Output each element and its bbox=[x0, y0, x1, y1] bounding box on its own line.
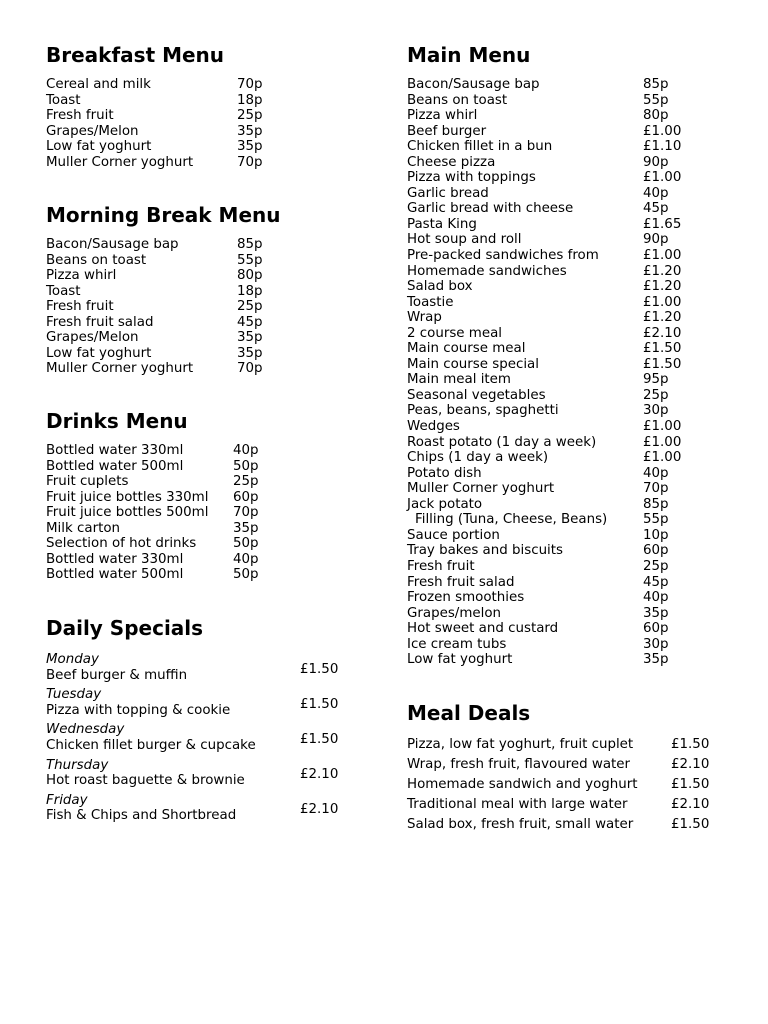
menu-item-price: 40p bbox=[233, 443, 259, 458]
menu-item-price: 50p bbox=[233, 567, 259, 583]
menu-item-name: Bacon/Sausage bap bbox=[407, 77, 540, 92]
menu-item-price: 25p bbox=[233, 474, 259, 490]
menu-item-name: Toast bbox=[46, 283, 81, 299]
breakfast-menu-heading: Breakfast Menu bbox=[46, 43, 225, 67]
menu-item-price: £1.65 bbox=[643, 216, 682, 232]
meal-deal-price: £1.50 bbox=[671, 777, 710, 792]
menu-item-price: 50p bbox=[233, 536, 259, 552]
menu-item-price: 35p bbox=[237, 123, 263, 139]
menu-item-price: 18p bbox=[237, 283, 263, 299]
special-name: Pizza with topping & cookie bbox=[46, 702, 231, 718]
meal-deal-price: £1.50 bbox=[671, 737, 710, 752]
menu-item-name: Muller Corner yoghurt bbox=[46, 361, 194, 377]
menu-item-price: £1.20 bbox=[643, 310, 682, 326]
special-day: Friday bbox=[46, 792, 88, 808]
morning-break-menu-section bbox=[46, 203, 281, 377]
menu-item-price: 70p bbox=[237, 77, 263, 92]
menu-item-name: Low fat yoghurt bbox=[46, 345, 152, 361]
menu-item-price: 70p bbox=[643, 481, 669, 497]
menu-item-price: 85p bbox=[643, 77, 669, 92]
special-day: Wednesday bbox=[46, 722, 125, 738]
main-menu-heading: Main Menu bbox=[407, 43, 531, 67]
menu-item-name: Garlic bread bbox=[407, 185, 489, 201]
menu-item-name: Peas, beans, spaghetti bbox=[407, 403, 559, 419]
menu-item-name: Tray bakes and biscuits bbox=[407, 543, 563, 559]
menu-item-price: 40p bbox=[643, 590, 669, 606]
menu-item-name: 2 course meal bbox=[407, 325, 503, 341]
menu-item-name: Fruit juice bottles 500ml bbox=[46, 505, 209, 521]
menu-item-price: £1.00 bbox=[643, 170, 682, 186]
special-price: £2.10 bbox=[300, 802, 339, 818]
menu-item-name: Pizza whirl bbox=[407, 108, 478, 124]
menu-item-name: Grapes/Melon bbox=[46, 330, 139, 346]
menu-item-name: Hot sweet and custard bbox=[407, 621, 559, 637]
meal-deal-name: Traditional meal with large water bbox=[407, 797, 628, 812]
menu-item-name: Chicken fillet in a bun bbox=[407, 139, 553, 155]
menu-item-price: £1.50 bbox=[643, 341, 682, 357]
menu-item-name: Salad box bbox=[407, 279, 473, 295]
special-name: Hot roast baguette & brownie bbox=[46, 773, 245, 789]
menu-item-name: Fresh fruit salad bbox=[407, 574, 515, 590]
menu-item-name: Jack potato bbox=[407, 496, 483, 512]
menu-item-price: £1.00 bbox=[643, 248, 682, 264]
menu-item-price: 45p bbox=[643, 201, 669, 217]
menu-item-name: Roast potato (1 day a week) bbox=[407, 434, 597, 450]
menu-item-price: 35p bbox=[237, 139, 263, 155]
menu-item-name: Cereal and milk bbox=[46, 77, 151, 92]
menu-item-name: Milk carton bbox=[46, 520, 121, 536]
menu-item-price: £1.00 bbox=[643, 294, 682, 310]
menu-item-name: Filling (Tuna, Cheese, Beans) bbox=[415, 512, 608, 528]
menu-item-name: Pasta King bbox=[407, 216, 477, 232]
menu-item-price: 70p bbox=[233, 505, 259, 521]
menu-item-name: Muller Corner yoghurt bbox=[46, 154, 194, 170]
menu-item-name: Main meal item bbox=[407, 372, 511, 388]
menu-item-name: Wrap bbox=[407, 310, 442, 326]
menu-item-name: Wedges bbox=[407, 419, 460, 435]
daily-specials-section bbox=[46, 616, 339, 824]
menu-item-name: Hot soup and roll bbox=[407, 232, 522, 248]
menu-item-price: 25p bbox=[237, 108, 263, 124]
menu-item-name: Homemade sandwiches bbox=[407, 263, 567, 279]
menu-item-price: 35p bbox=[237, 330, 263, 346]
meal-deal-price: £2.10 bbox=[671, 797, 710, 812]
menu-item-price: 90p bbox=[643, 232, 669, 248]
drinks-menu-heading: Drinks Menu bbox=[46, 409, 188, 433]
menu-item-price: £1.10 bbox=[643, 139, 682, 155]
menu-item-price: 70p bbox=[237, 154, 263, 170]
menu-item-price: 60p bbox=[643, 621, 669, 637]
menu-item-name: Low fat yoghurt bbox=[46, 139, 152, 155]
menu-item-price: 35p bbox=[643, 652, 669, 668]
menu-item-name: Pizza with toppings bbox=[407, 170, 536, 186]
menu-item-price: 35p bbox=[237, 345, 263, 361]
menu-item-price: 60p bbox=[643, 543, 669, 559]
menu-item-name: Bacon/Sausage bap bbox=[46, 237, 179, 252]
menu-item-price: 40p bbox=[233, 551, 259, 567]
menu-item-price: 55p bbox=[643, 512, 669, 528]
menu-item-name: Chips (1 day a week) bbox=[407, 450, 549, 466]
menu-item-price: 85p bbox=[643, 496, 669, 512]
menu-item-price: 85p bbox=[237, 237, 263, 252]
meal-deal-name: Pizza, low fat yoghurt, fruit cuplet bbox=[407, 737, 634, 752]
menu-item-price: 30p bbox=[643, 636, 669, 652]
menu-item-name: Main course special bbox=[407, 356, 539, 372]
meal-deal-name: Wrap, fresh fruit, flavoured water bbox=[407, 757, 631, 772]
menu-item-price: 55p bbox=[643, 92, 669, 108]
menu-item-name: Grapes/Melon bbox=[46, 123, 139, 139]
menu-item-price: £2.10 bbox=[643, 325, 682, 341]
menu-item-price: 35p bbox=[643, 605, 669, 621]
menu-item-price: £1.00 bbox=[643, 123, 682, 139]
menu-item-name: Bottled water 500ml bbox=[46, 567, 184, 583]
menu-item-price: 60p bbox=[233, 489, 259, 505]
menu-item-name: Cheese pizza bbox=[407, 154, 496, 170]
menu-item-name: Selection of hot drinks bbox=[46, 536, 197, 552]
menu-item-name: Fresh fruit bbox=[407, 558, 475, 574]
special-name: Chicken fillet burger & cupcake bbox=[46, 737, 256, 753]
breakfast-menu-section bbox=[46, 43, 263, 170]
menu-item-name: Seasonal vegetables bbox=[407, 387, 546, 403]
menu-item-name: Fruit juice bottles 330ml bbox=[46, 489, 209, 505]
menu-item-name: Fresh fruit salad bbox=[46, 314, 154, 330]
menu-item-name: Beans on toast bbox=[407, 92, 508, 108]
special-price: £2.10 bbox=[300, 767, 339, 783]
menu-item-name: Bottled water 500ml bbox=[46, 458, 184, 474]
menu-item-price: 80p bbox=[237, 268, 263, 284]
menu-item-price: £1.20 bbox=[643, 263, 682, 279]
meal-deals-heading: Meal Deals bbox=[407, 701, 531, 725]
menu-item-name: Sauce portion bbox=[407, 527, 500, 543]
special-name: Fish & Chips and Shortbread bbox=[46, 808, 237, 824]
special-day: Thursday bbox=[46, 757, 109, 773]
menu-item-price: £1.50 bbox=[643, 356, 682, 372]
menu-item-name: Fresh fruit bbox=[46, 108, 114, 124]
menu-item-name: Beef burger bbox=[407, 123, 487, 139]
menu-item-name: Garlic bread with cheese bbox=[407, 201, 574, 217]
menu-item-price: £1.20 bbox=[643, 279, 682, 295]
meal-deal-price: £1.50 bbox=[671, 817, 710, 832]
menu-item-price: 50p bbox=[233, 458, 259, 474]
menu-item-price: 10p bbox=[643, 527, 669, 543]
drinks-menu-section bbox=[46, 409, 259, 583]
menu-item-price: 35p bbox=[233, 520, 259, 536]
menu-item-price: 80p bbox=[643, 108, 669, 124]
menu-item-name: Pizza whirl bbox=[46, 268, 117, 284]
menu-item-name: Low fat yoghurt bbox=[407, 652, 513, 668]
menu-item-price: 25p bbox=[643, 558, 669, 574]
menu-item-price: £1.00 bbox=[643, 450, 682, 466]
meal-deal-name: Salad box, fresh fruit, small water bbox=[407, 817, 634, 832]
menu-item-price: 25p bbox=[643, 387, 669, 403]
special-price: £1.50 bbox=[300, 731, 339, 747]
menu-item-name: Ice cream tubs bbox=[407, 636, 507, 652]
menu-item-name: Frozen smoothies bbox=[407, 590, 525, 606]
menu-item-price: 40p bbox=[643, 465, 669, 481]
menu-item-name: Toast bbox=[46, 92, 81, 108]
menu-item-name: Potato dish bbox=[407, 465, 482, 481]
menu-item-price: 30p bbox=[643, 403, 669, 419]
special-price: £1.50 bbox=[300, 696, 339, 712]
menu-item-name: Fruit cuplets bbox=[46, 474, 129, 490]
special-name: Beef burger & muffin bbox=[46, 667, 188, 683]
special-day: Tuesday bbox=[46, 687, 102, 703]
menu-item-price: 70p bbox=[237, 361, 263, 377]
menu-item-price: £1.00 bbox=[643, 434, 682, 450]
menu-item-price: 45p bbox=[237, 314, 263, 330]
menu-item-price: 55p bbox=[237, 252, 263, 268]
menu-item-name: Pre-packed sandwiches from bbox=[407, 248, 599, 264]
menu-item-name: Beans on toast bbox=[46, 252, 147, 268]
menu-item-name: Muller Corner yoghurt bbox=[407, 481, 555, 497]
morning-break-menu-heading: Morning Break Menu bbox=[46, 203, 281, 227]
special-day: Monday bbox=[46, 652, 99, 667]
menu-item-price: 95p bbox=[643, 372, 669, 388]
meal-deals-section bbox=[407, 701, 710, 832]
menu-item-price: £1.00 bbox=[643, 419, 682, 435]
meal-deal-price: £2.10 bbox=[671, 757, 710, 772]
menu-item-price: 90p bbox=[643, 154, 669, 170]
menu-item-price: 40p bbox=[643, 185, 669, 201]
menu-item-name: Fresh fruit bbox=[46, 299, 114, 315]
menu-item-name: Toastie bbox=[407, 294, 454, 310]
meal-deal-name: Homemade sandwich and yoghurt bbox=[407, 777, 638, 792]
special-price: £1.50 bbox=[300, 661, 339, 677]
menu-item-name: Bottled water 330ml bbox=[46, 443, 184, 458]
daily-specials-heading: Daily Specials bbox=[46, 616, 204, 640]
menu-item-price: 18p bbox=[237, 92, 263, 108]
menu-item-name: Main course meal bbox=[407, 341, 526, 357]
main-menu-section bbox=[407, 43, 682, 668]
menu-item-price: 45p bbox=[643, 574, 669, 590]
menu-item-price: 25p bbox=[237, 299, 263, 315]
menu-item-name: Bottled water 330ml bbox=[46, 551, 184, 567]
menu-item-name: Grapes/melon bbox=[407, 605, 501, 621]
